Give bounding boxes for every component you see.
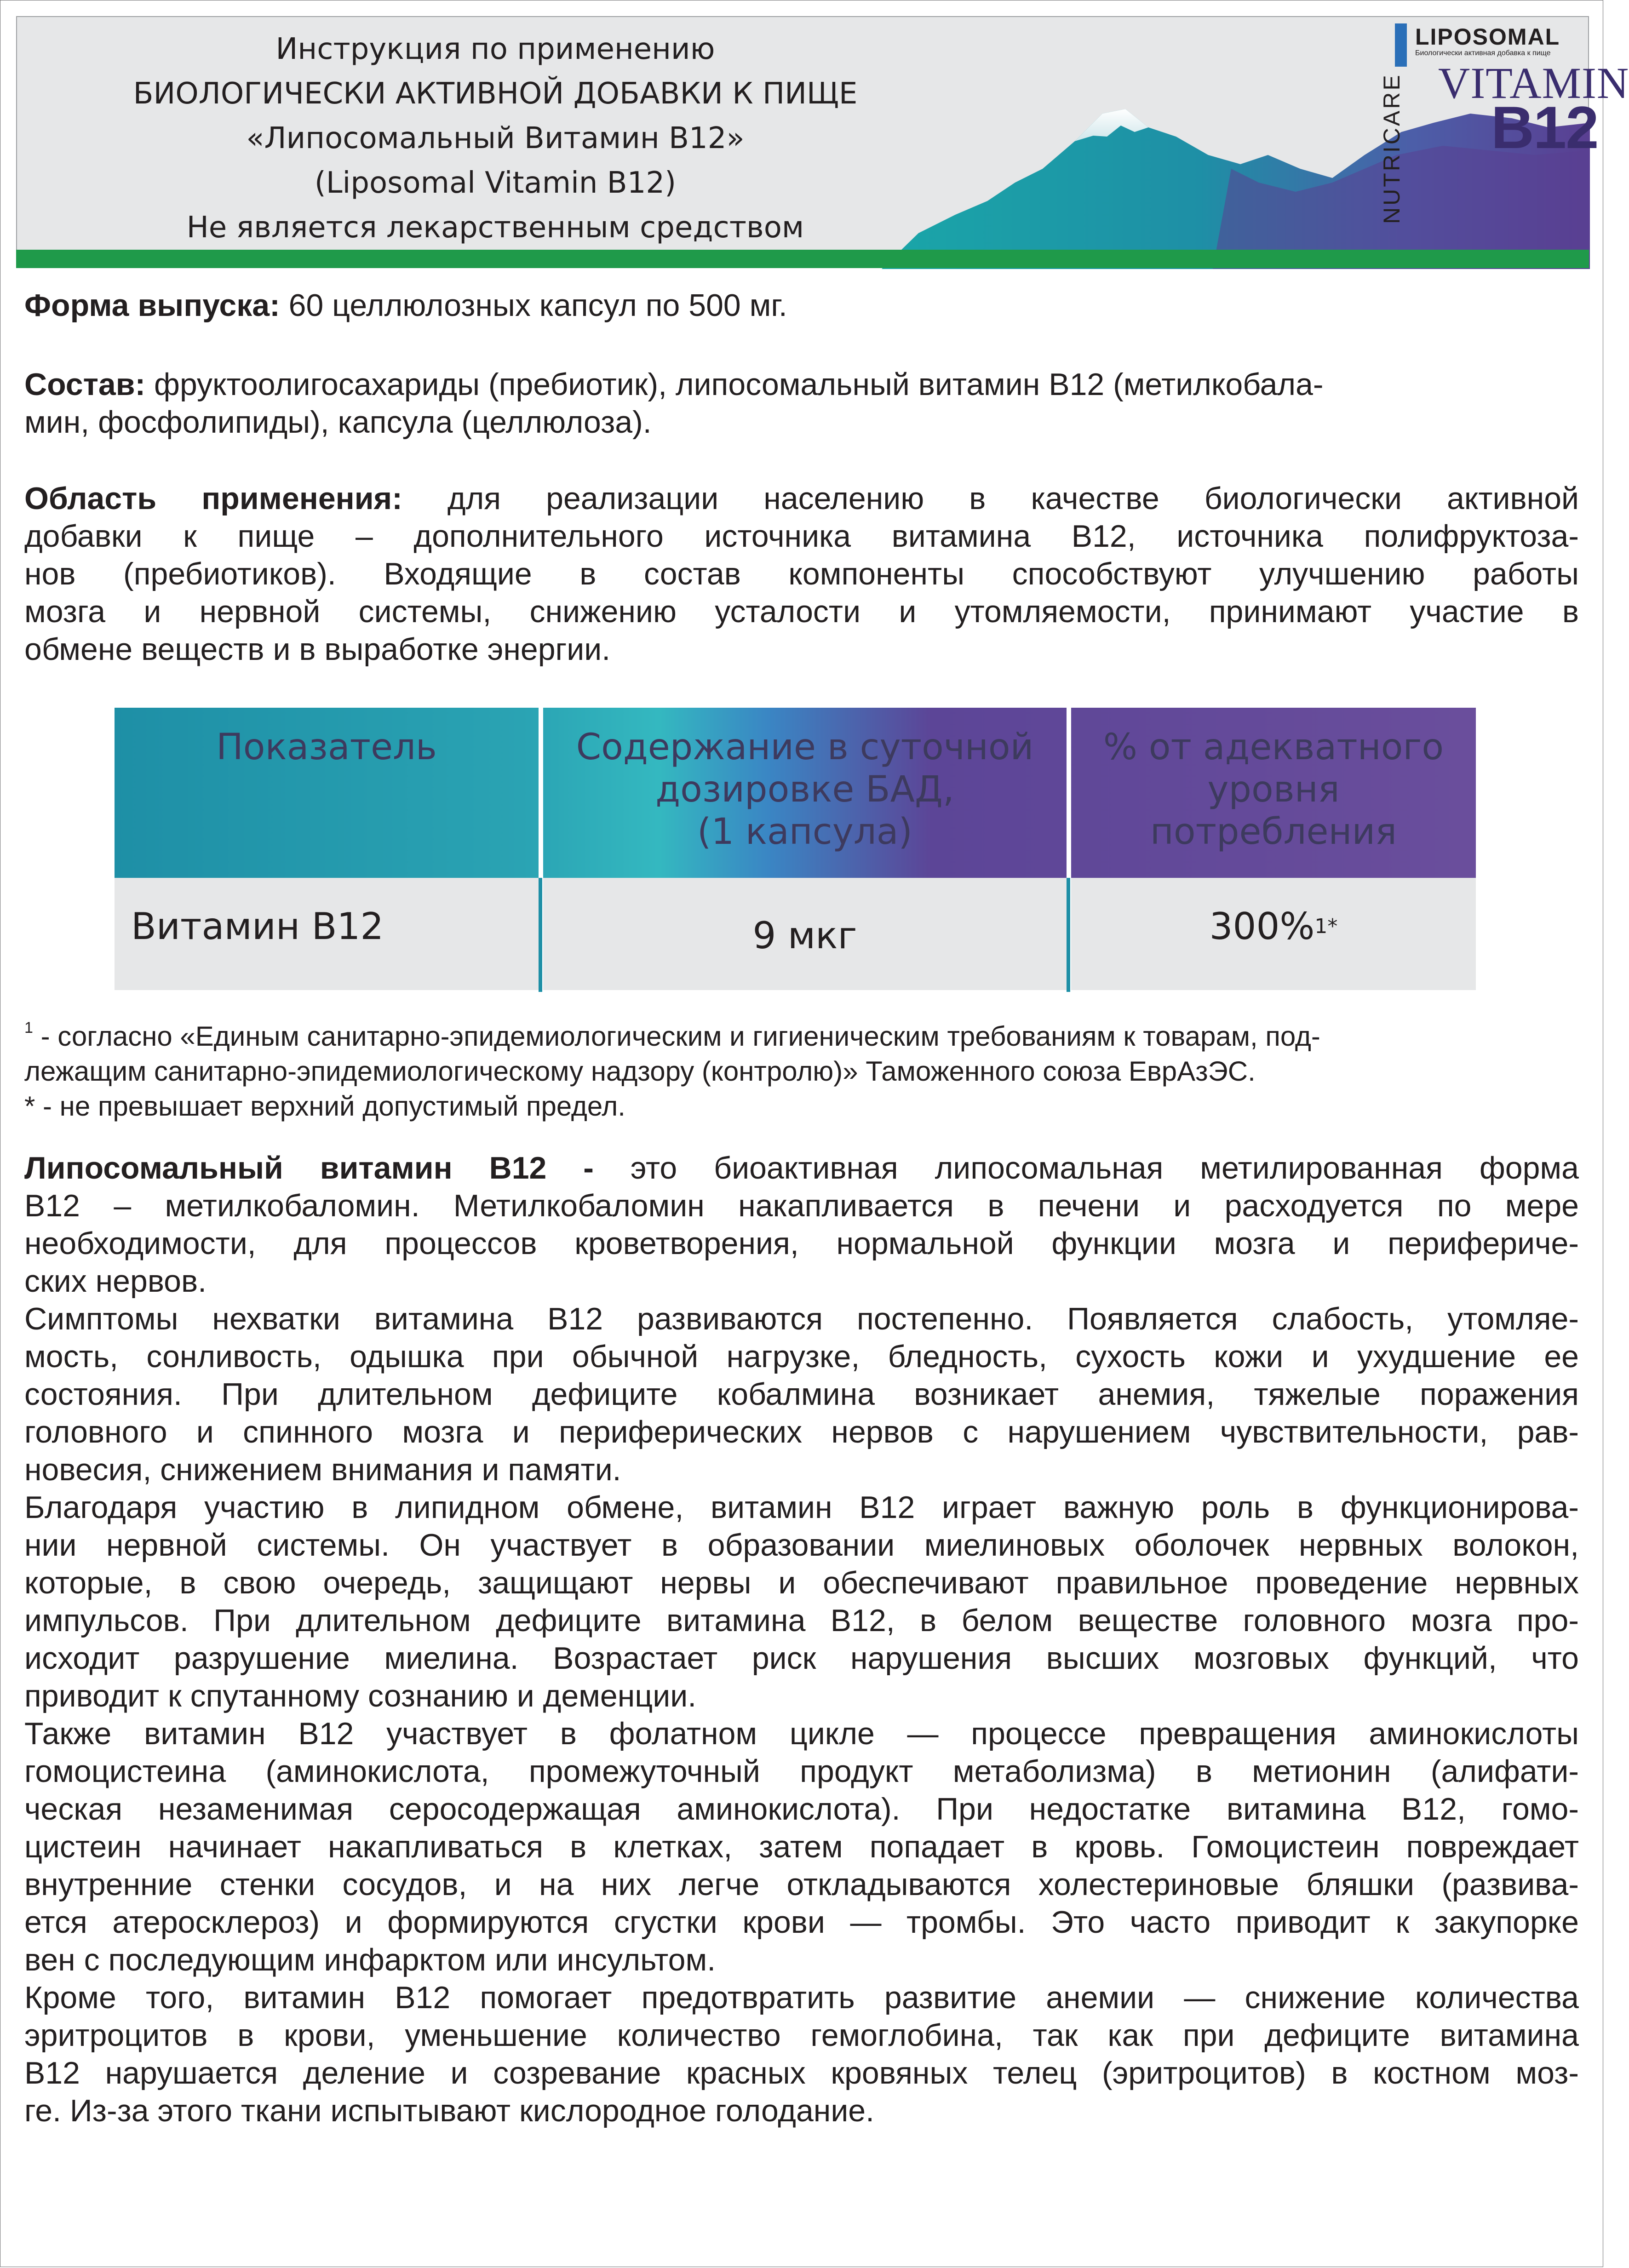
- header-adequate-level: [1071, 708, 1476, 878]
- description-line: необходимости, для процессов кроветворения, нормальной функции мозга и перифериче-: [24, 1226, 1579, 1261]
- description-line: приводит к спутанному сознанию и деменции.: [24, 1678, 697, 1713]
- composition: [24, 366, 1579, 441]
- description: [24, 1149, 1579, 2130]
- brand-liposomal: LIPOSOMAL: [1415, 24, 1560, 50]
- description-line: внутренние стенки сосудов, и на них легче откладываются холестериновые бляшки (развива-: [24, 1867, 1579, 1902]
- description-line: эритроцитов в крови, уменьшение количество гемоглобина, так как при дефиците витамина: [24, 2018, 1579, 2053]
- product-name-en: (Liposomal Vitamin B12): [314, 166, 677, 200]
- description-line: состояния. При длительном дефиците кобалмина возникает анемия, тяжелые поражения: [24, 1377, 1579, 1412]
- description-line: Также витамин В12 участвует в фолатном цикле — процессе превращения аминокислоты: [24, 1716, 1579, 1751]
- supplement-type: БИОЛОГИЧЕСКИ АКТИВНОЙ ДОБАВКИ К ПИЩЕ: [133, 77, 858, 111]
- product-name-ru: «Липосомальный Витамин В12»: [246, 121, 745, 155]
- application-text-3: нов (пребиотиков). Входящие в состав компоненты способствуют улучшению работы: [24, 556, 1579, 591]
- description-line: Кроме того, витамин В12 помогает предотвратить развитие анемии — снижение количества: [24, 1980, 1579, 2015]
- not-a-drug-note: Не является лекарственным средством: [186, 211, 804, 245]
- header-adequate-level-line-3: потребления: [1150, 811, 1397, 853]
- green-divider: [16, 250, 1589, 268]
- description-line: мость, сонливость, одышка при обычной нагрузке, бледность, сухость кожи и ухудшение ее: [24, 1339, 1579, 1374]
- description-line: Благодаря участию в липидном обмене, витамин В12 играет важную роль в функционирова-: [24, 1490, 1579, 1525]
- release-form-label: Форма выпуска:: [24, 288, 280, 323]
- application: [24, 480, 1579, 668]
- application-text-4: мозга и нервной системы, снижению усталости и утомляемости, принимают участие в: [24, 594, 1579, 629]
- application-text-2: добавки к пище – дополнительного источника витамина В12, источника полифруктоза-: [24, 519, 1579, 554]
- header-daily-dose: [543, 708, 1067, 878]
- cell-nutrient-name: Витамин В12: [131, 905, 384, 948]
- footnote-1-text-1: - согласно «Единым санитарно-эпидемиологическим и гигиеническим требованиям к товарам, под-: [33, 1021, 1320, 1052]
- application-label: Область применения:: [24, 481, 402, 516]
- header-adequate-level-line-2: уровня: [1207, 769, 1340, 810]
- description-line: В12 нарушается деление и созревание красных кровяных телец (эритроцитов) в костном моз-: [24, 2056, 1579, 2090]
- footnote-2-text: - не превышает верхний допустимый предел.: [35, 1091, 625, 1122]
- header-indicator: [115, 708, 539, 878]
- brand-subtitle: Биологически активная добавка к пище: [1415, 49, 1551, 57]
- description-line: цистеин начинает накапливаться в клетках, затем попадает в кровь. Гомоцистеин повреждает: [24, 1829, 1579, 1864]
- header-banner: [16, 16, 1629, 268]
- composition-text-2: мин, фосфолипиды), капсула (целлюлоза).: [24, 405, 652, 440]
- footnote-1-text-2: лежащим санитарно-эпидемиологическому надзору (контролю)» Таможенного союза ЕврАзЭС.: [24, 1056, 1256, 1087]
- header-adequate-level-line-1: % от адекватного: [1103, 727, 1444, 768]
- description-line: ческая незаменимая серосодержащая аминокислота). При недостатке витамина В12, гомо-: [24, 1792, 1579, 1827]
- footnote-1-mark: 1: [24, 1019, 33, 1037]
- description-title: Липосомальный витамин В12 -: [24, 1151, 594, 1186]
- description-line: Симптомы нехватки витамина В12 развиваются постепенно. Появляется слабость, утомляе-: [24, 1301, 1579, 1336]
- instruction-title: Инструкция по применению: [275, 32, 715, 66]
- footnotes: [24, 1010, 1579, 1124]
- application-text-5: обмене веществ и в выработке энергии.: [24, 632, 611, 667]
- header-daily-dose-line-2: дозировке БАД,: [655, 769, 954, 810]
- brand-accent-bar: [1395, 23, 1407, 67]
- description-line: новесия, снижением внимания и памяти.: [24, 1452, 621, 1487]
- release-form: [24, 286, 1579, 324]
- description-line: гомоцистеина (аминокислота, промежуточный продукт метаболизма) в метионин (алифати-: [24, 1754, 1579, 1789]
- description-line: импульсов. При длительном дефиците витамина В12, в белом веществе головного мозга про-: [24, 1603, 1579, 1638]
- description-line: нии нервной системы. Он участвует в образовании миелиновых оболочек нервных волокон,: [24, 1528, 1579, 1563]
- description-line: вен с последующим инфарктом или инсультом.: [24, 1942, 716, 1977]
- header-daily-dose-line-1: Содержание в суточной: [576, 727, 1034, 768]
- application-text-1: для реализации населению в качестве биологически активной: [402, 481, 1579, 516]
- description-line: ских нервов.: [24, 1264, 207, 1299]
- description-line: это биоактивная липосомальная метилированная форма: [593, 1151, 1579, 1186]
- description-line: которые, в свою очередь, защищают нервы и обеспечивают правильное проведение нервных: [24, 1565, 1579, 1600]
- description-line: ге. Из-за этого ткани испытывают кислородное голодание.: [24, 2093, 875, 2128]
- header-indicator-text: Показатель: [216, 727, 437, 768]
- brand-vitamin: VITAMIN: [1438, 58, 1629, 108]
- composition-text-1: фруктоолигосахариды (пребиотик), липосомальный витамин В12 (метилкобала-: [145, 367, 1324, 402]
- column-accent-1: [539, 878, 542, 992]
- description-line: В12 – метилкобаломин. Метилкобаломин накапливается в печени и расходуется по мере: [24, 1188, 1579, 1223]
- column-accent-2: [1067, 878, 1070, 992]
- description-line: головного и спинного мозга и периферических нервов с нарушением чувствительности, рав-: [24, 1415, 1579, 1449]
- cell-percent-value: 300%: [1209, 905, 1315, 948]
- brand-company: NUTRICARE: [1379, 73, 1405, 224]
- release-form-text: 60 целлюлозных капсул по 500 мг.: [280, 288, 787, 323]
- header-title-block: [45, 17, 946, 250]
- cell-amount: 9 мкг: [752, 914, 857, 957]
- header-daily-dose-line-3: (1 капсула): [697, 811, 912, 853]
- description-line: ется атеросклероз) и формируются сгустки крови — тромбы. Это часто приводит к закупорке: [24, 1905, 1579, 1940]
- description-line: исходит разрушение миелина. Возрастает риск нарушения высших мозговых функций, что: [24, 1641, 1579, 1676]
- brand-b12: B12: [1491, 94, 1598, 161]
- composition-label: Состав:: [24, 367, 146, 402]
- cell-percent-marks: 1*: [1314, 914, 1338, 938]
- footnote-2-mark: *: [24, 1091, 35, 1122]
- cell-percent: [1071, 878, 1476, 974]
